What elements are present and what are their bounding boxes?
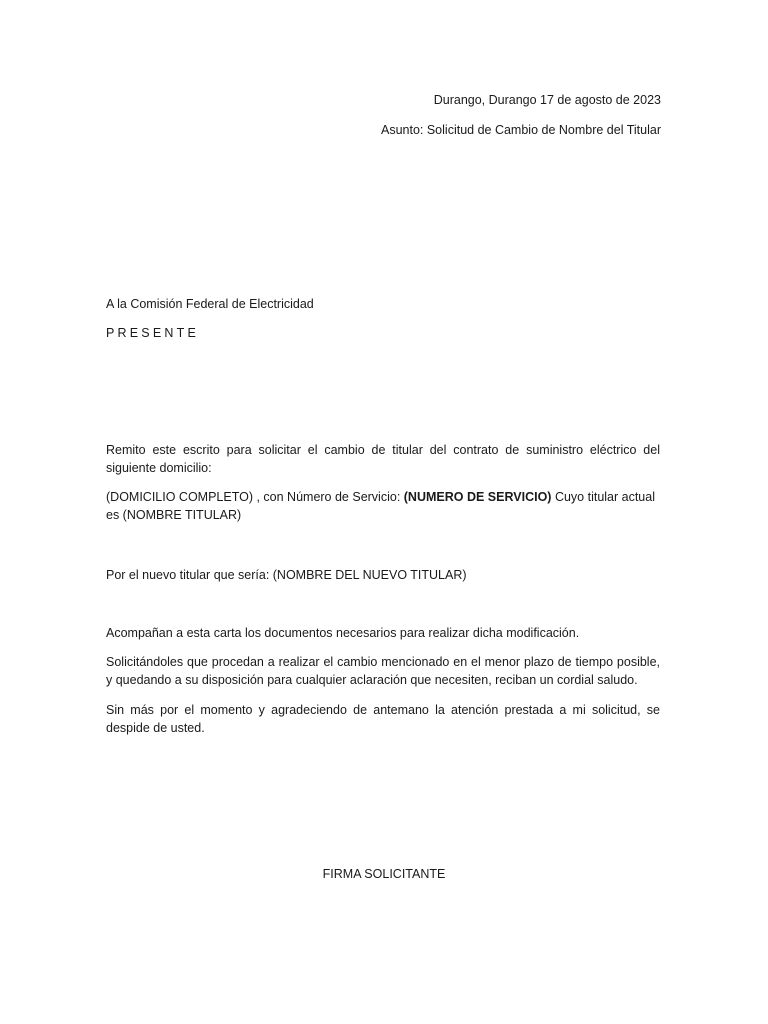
paragraph-request: Remito este escrito para solicitar el cambio de titular del contrato de suministro eléctrico del siguiente domicilio: <box>106 443 660 475</box>
paragraph-new-holder: Por el nuevo titular que sería: (NOMBRE DEL NUEVO TITULAR) <box>106 568 467 582</box>
place-date: Durango, Durango 17 de agosto de 2023 <box>433 93 661 107</box>
paragraph-documents: Acompañan a esta carta los documentos necesarios para realizar dicha modificación. <box>106 626 580 640</box>
paragraph-address <box>106 488 660 524</box>
recipient: A la Comisión Federal de Electricidad <box>106 297 314 311</box>
signature-label: FIRMA SOLICITANTE <box>322 867 446 881</box>
subject-line: Asunto: Solicitud de Cambio de Nombre del Titular <box>380 123 661 137</box>
address-text: (DOMICILIO COMPLETO) , con Número de Servicio: <box>106 490 404 504</box>
service-number-placeholder: (NUMERO DE SERVICIO) <box>403 490 552 504</box>
presente: PRESENTE <box>106 326 199 340</box>
paragraph-closing: Sin más por el momento y agradeciendo de antemano la atención prestada a mi solicitud, se despide de usted. <box>106 703 660 735</box>
paragraph-request-change: Solicitándoles que procedan a realizar el cambio mencionado en el menor plazo de tiempo posible, y quedando a su disposición para cualquier aclaración que necesiten, reciban un cordial saludo. <box>106 655 660 687</box>
current-holder-text: Cuyo titular actual es (NOMBRE TITULAR) <box>106 490 655 522</box>
